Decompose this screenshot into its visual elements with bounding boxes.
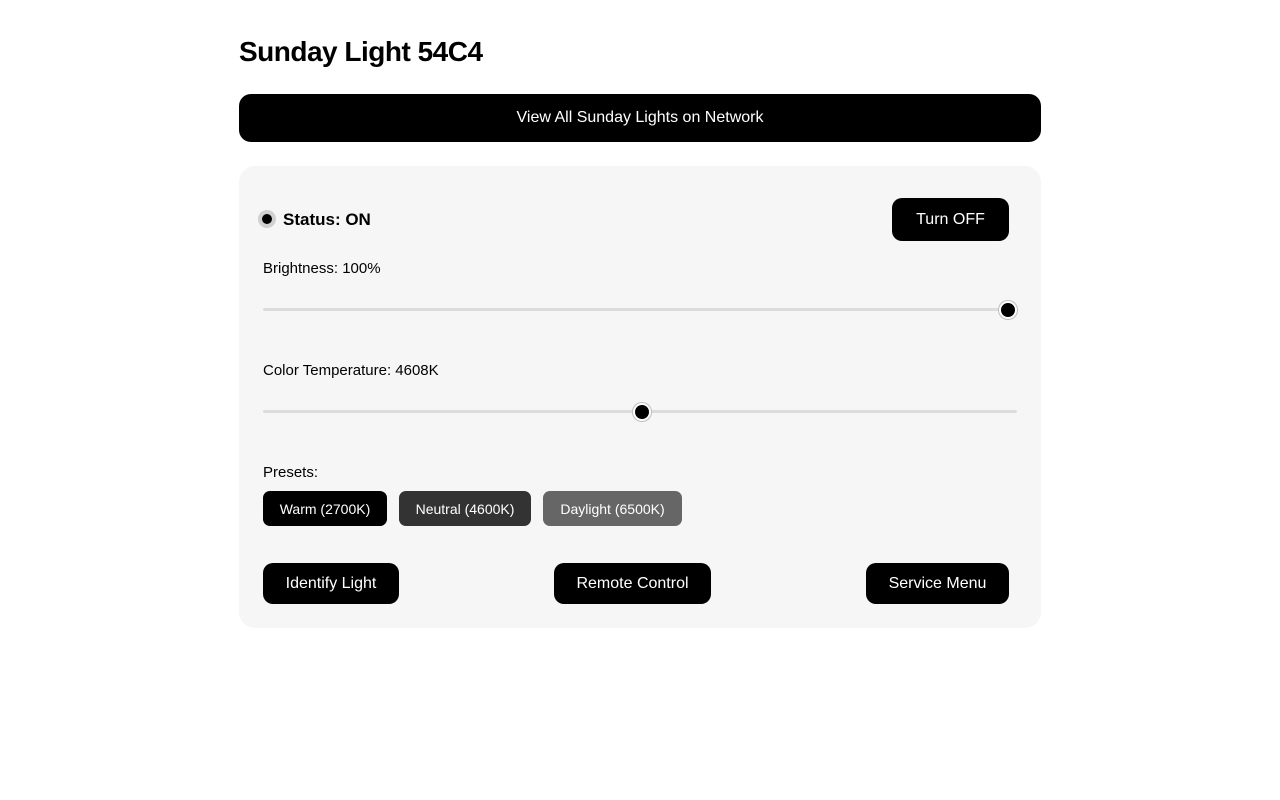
status-row xyxy=(263,198,1009,241)
brightness-slider-track xyxy=(263,308,1017,311)
brightness-label: Brightness: 100% xyxy=(263,260,381,277)
preset-daylight-button[interactable]: Daylight (6500K) xyxy=(543,491,682,526)
preset-warm-button[interactable]: Warm (2700K) xyxy=(263,491,387,526)
color-temperature-label: Color Temperature: 4608K xyxy=(263,362,439,379)
remote-control-button[interactable]: Remote Control xyxy=(554,563,711,604)
identify-light-button[interactable]: Identify Light xyxy=(263,563,399,604)
service-menu-button[interactable]: Service Menu xyxy=(866,563,1009,604)
brightness-slider-thumb[interactable] xyxy=(999,301,1017,319)
preset-neutral-button[interactable]: Neutral (4600K) xyxy=(399,491,531,526)
page-title: Sunday Light 54C4 xyxy=(239,36,483,67)
brightness-slider[interactable] xyxy=(263,300,1017,320)
color-temperature-slider[interactable] xyxy=(263,402,1017,422)
view-all-lights-button[interactable]: View All Sunday Lights on Network xyxy=(239,94,1041,142)
status-dot-icon xyxy=(258,210,276,228)
status-text: Status: ON xyxy=(283,210,371,229)
light-control-panel xyxy=(239,166,1041,628)
color-temperature-slider-thumb[interactable] xyxy=(633,403,651,421)
turn-off-button[interactable]: Turn OFF xyxy=(892,198,1009,241)
presets-label: Presets: xyxy=(263,464,319,481)
